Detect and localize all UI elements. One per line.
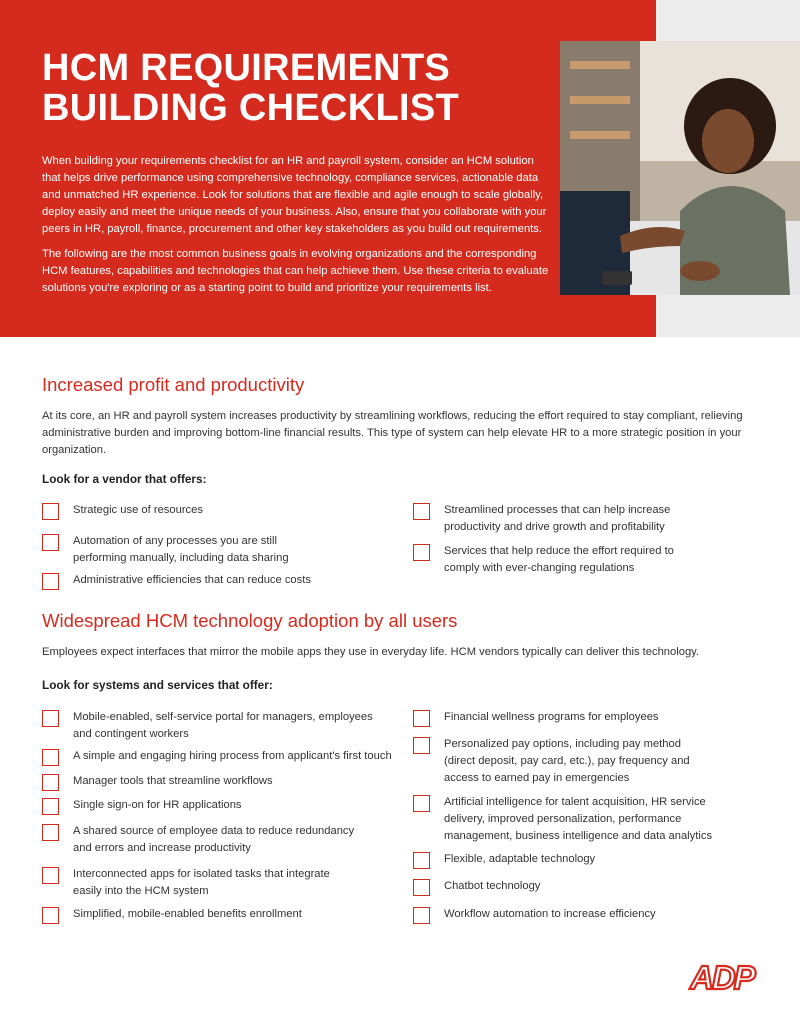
svg-text:ADP: ADP [690,960,754,994]
checklist-item-label: Chatbot technology [444,880,541,892]
look-for-heading: Look for systems and services that offer: [42,678,273,692]
checkbox[interactable] [413,907,430,924]
checkbox[interactable] [42,824,59,841]
checklist-item-label: A shared source of employee data to reduce redundancy and errors and increase productivity [73,825,355,854]
checklist-item-label: Financial wellness programs for employees [444,711,659,723]
checkbox[interactable] [42,503,59,520]
checklist-item-label: Services that help reduce the effort required to comply with ever-changing regulations [444,545,674,574]
checklist-item-label: Streamlined processes that can help increase productivity and drive growth and profitability [444,504,671,533]
checkbox[interactable] [42,749,59,766]
checklist-item-label: Simplified, mobile-enabled benefits enrollment [73,908,302,920]
checklist-item-label: Single sign-on for HR applications [73,799,242,811]
checklist-item-label: Interconnected apps for isolated tasks that integrate easily into the HCM system [73,868,330,897]
checklist-item-label: Strategic use of resources [73,504,203,516]
checklist-item-label: A simple and engaging hiring process from applicant's first touch [73,750,392,762]
checkbox[interactable] [413,795,430,812]
checkbox[interactable] [42,774,59,791]
adp-logo [688,960,760,994]
checklist-item-label: Personalized pay options, including pay method (direct deposit, pay card, etc.), pay frequency and access to earned pay in emergencies [444,738,690,784]
section-body-profit: At its core, an HR and payroll system increases productivity by streamlining workflows, reducing the effort required to stay compliant, relieving administrative burden and improving bottom-line financial results. This type of system can help elevate HR to a more strategic position in your organization. [42,410,743,456]
title-line-2: BUILDING CHECKLIST [42,87,460,129]
checkbox[interactable] [413,879,430,896]
checkbox[interactable] [42,907,59,924]
page-title [42,48,459,128]
checkbox[interactable] [413,503,430,520]
checklist-item-label: Administrative efficiencies that can reduce costs [73,574,311,586]
checklist-item-label: Workflow automation to increase efficiency [444,908,656,920]
checklist-item-label: Mobile-enabled, self-service portal for managers, employees and contingent workers [73,711,373,740]
intro-paragraph-1: When building your requirements checklist for an HR and payroll system, consider an HCM solution that helps drive performance using comprehensive technology, compliance services, actionable data and unmatched HR experience. Look for solutions that are flexible and agile enough to scale globally, deploy easily and meet the unique needs of your business. Also, ensure that you collaborate with your peers in HR, payroll, finance, procurement and other key stakeholders as you build out requirements. [42,155,547,235]
section-body-adoption: Employees expect interfaces that mirror the mobile apps they use in everyday life. HCM vendors typically can deliver this technology. [42,646,700,658]
checkbox[interactable] [413,737,430,754]
checkbox[interactable] [42,573,59,590]
checkbox[interactable] [42,534,59,551]
title-line-1: HCM REQUIREMENTS [42,47,451,89]
handshake-photo [560,41,800,295]
intro-paragraph-2: The following are the most common business goals in evolving organizations and the corresponding HCM features, capabilities and technologies that can help achieve them. Use these criteria to evaluate solutions you're exploring or as a starting point to build and prioritize your requirements list. [42,248,549,294]
checklist-item-label: Artificial intelligence for talent acquisition, HR service delivery, improved personalization, performance management, business intelligence and data analytics [444,796,713,842]
checkbox[interactable] [42,867,59,884]
checkbox[interactable] [413,544,430,561]
section-title-profit: Increased profit and productivity [42,374,305,395]
checklist-item-label: Automation of any processes you are still performing manually, including data sharing [73,535,289,564]
checkbox[interactable] [413,710,430,727]
checklist-item-label: Manager tools that streamline workflows [73,775,273,787]
look-for-heading: Look for a vendor that offers: [42,472,207,486]
checkbox[interactable] [413,852,430,869]
checklist-item-label: Flexible, adaptable technology [444,853,596,865]
section-title-adoption: Widespread HCM technology adoption by all users [42,610,458,631]
checkbox[interactable] [42,710,59,727]
checkbox[interactable] [42,798,59,815]
